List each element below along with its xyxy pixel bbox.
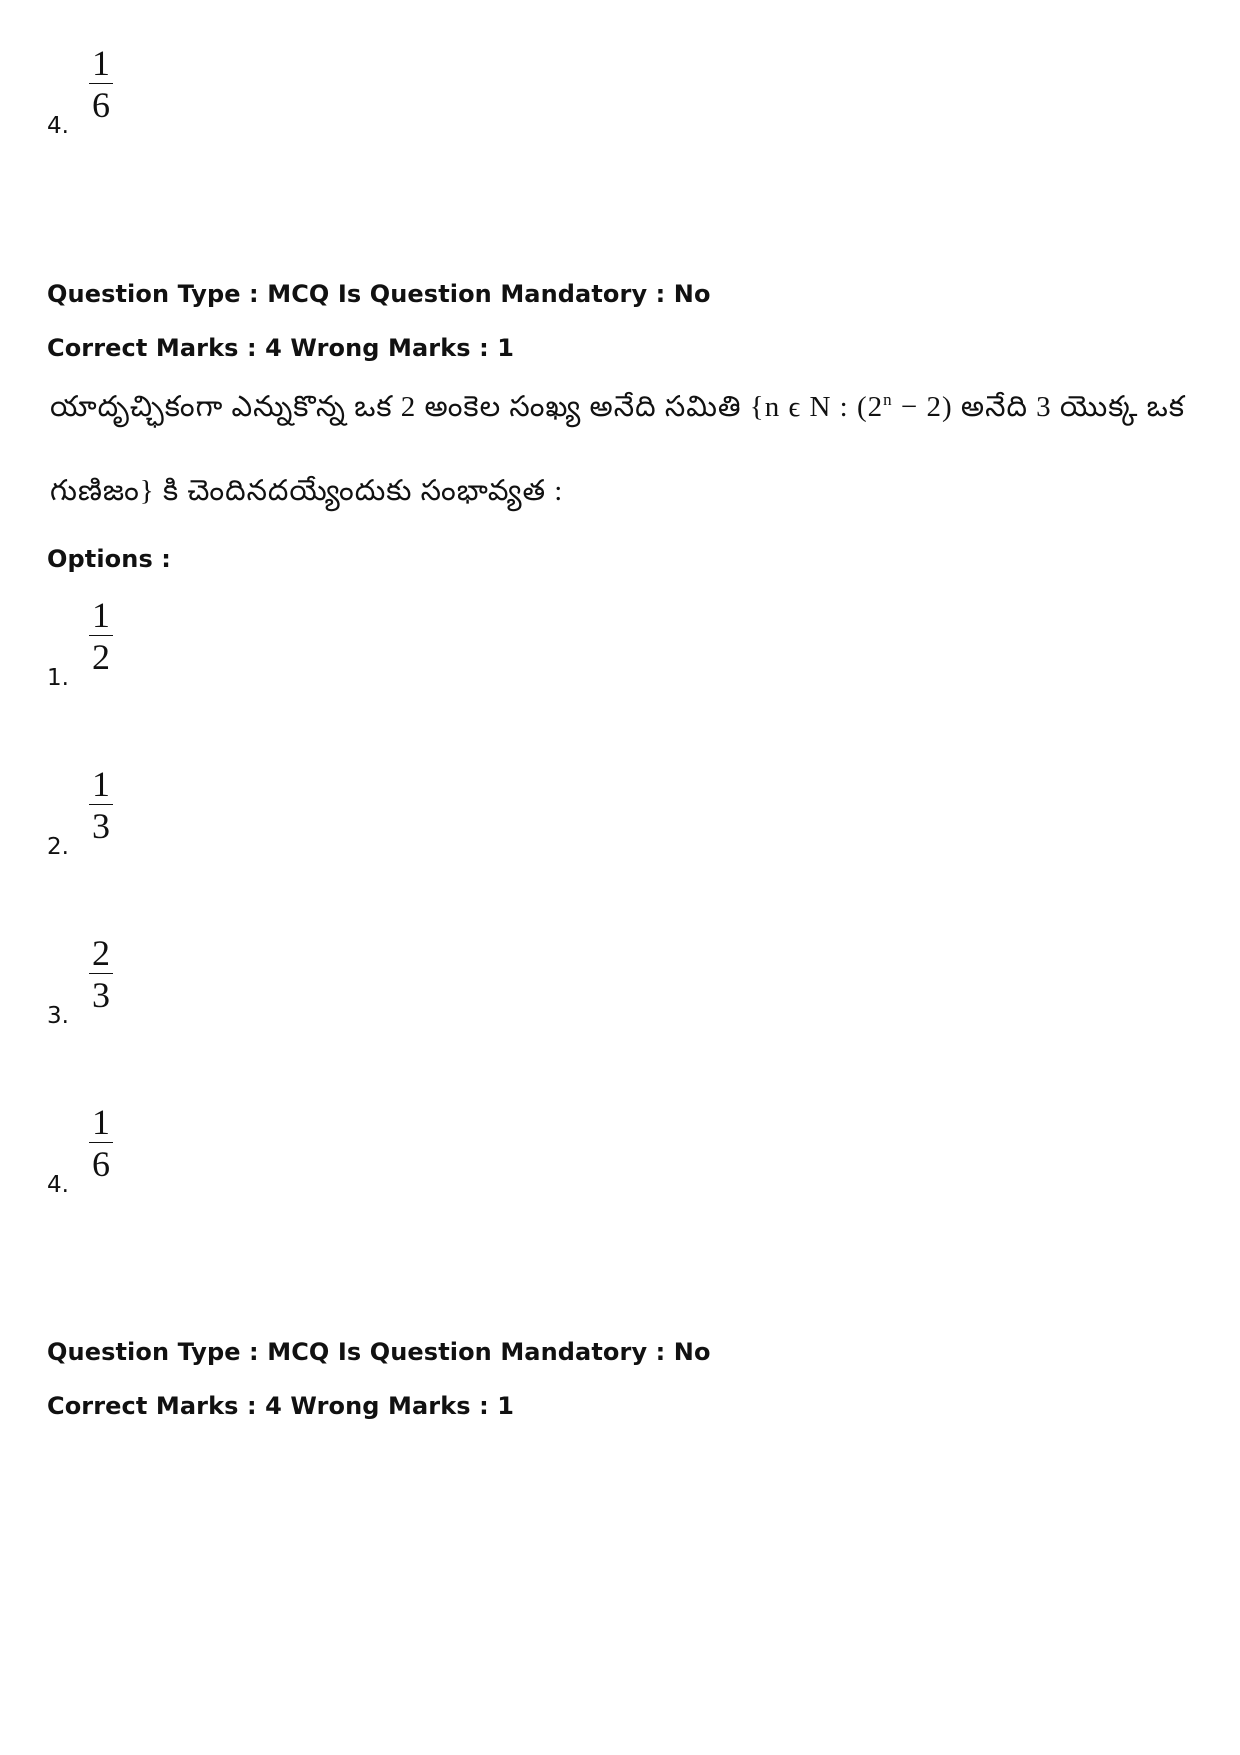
option-number: 3. (47, 1003, 69, 1029)
option-number: 1. (47, 665, 69, 691)
fraction-numerator: 1 (92, 764, 110, 804)
question-text-part: − 2) అనేది 3 యొక్క ఒక (892, 391, 1185, 423)
fraction-denominator: 6 (92, 1144, 110, 1184)
fraction-bar (89, 973, 113, 974)
fraction-numerator: 1 (92, 43, 110, 83)
fraction-denominator: 2 (92, 637, 110, 677)
fraction-numerator: 1 (92, 1102, 110, 1142)
marks-line: Correct Marks : 4 Wrong Marks : 1 (47, 334, 515, 362)
options-label: Options : (47, 545, 171, 573)
fraction-bar (89, 83, 113, 84)
fraction-bar (89, 635, 113, 636)
fraction-numerator: 1 (92, 595, 110, 635)
superscript-n: n (883, 390, 893, 409)
question-type-line: Question Type : MCQ Is Question Mandatory : No (47, 280, 711, 308)
option-fraction (86, 596, 116, 676)
option-number: 4. (47, 1172, 69, 1198)
marks-line: Correct Marks : 4 Wrong Marks : 1 (47, 1392, 515, 1420)
fraction-numerator: 2 (92, 933, 110, 973)
option-fraction (86, 44, 116, 124)
fraction-denominator: 3 (92, 975, 110, 1015)
question-type-line: Question Type : MCQ Is Question Mandatory : No (47, 1338, 711, 1366)
option-number: 4. (47, 113, 69, 139)
option-fraction (86, 765, 116, 845)
fraction-denominator: 3 (92, 806, 110, 846)
option-number: 2. (47, 834, 69, 860)
question-text-line-2: గుణిజం} కి చెందినదయ్యేందుకు సంభావ్యత : (50, 475, 564, 507)
question-text-line-1 (50, 390, 1185, 431)
option-fraction (86, 934, 116, 1014)
fraction-denominator: 6 (92, 85, 110, 125)
fraction-bar (89, 804, 113, 805)
question-text-part: యాదృచ్ఛికంగా ఎన్నుకొన్న ఒక 2 అంకెల సంఖ్య అనేది సమితి {n ϵ N : (2 (50, 391, 884, 423)
fraction-bar (89, 1142, 113, 1143)
option-fraction (86, 1103, 116, 1183)
